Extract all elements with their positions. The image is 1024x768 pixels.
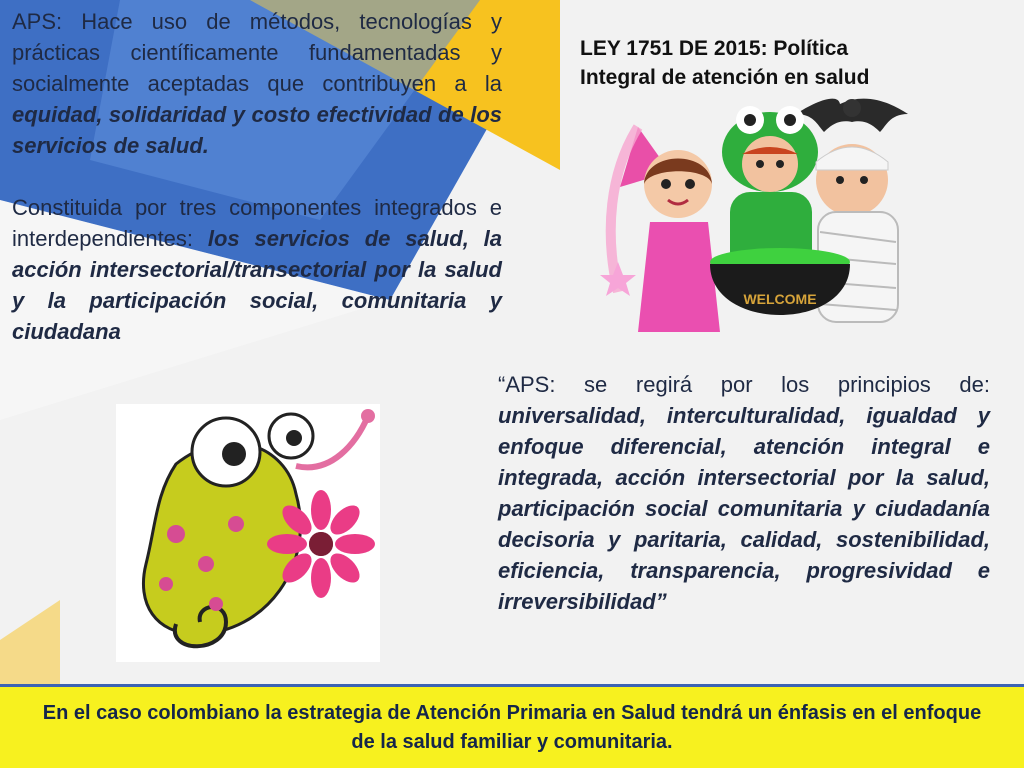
aps-components-emphasis: los servicios de salud, la acción intersectorial/transectorial por la salud y la participación social, comunitaria y ciudadana (12, 226, 503, 344)
princess-figure (638, 150, 720, 332)
law-heading (580, 34, 960, 92)
footer-text: En el caso colombiano la estrategia de Atención Primaria en Salud tendrá un énfasis en el enfoque de la salud familiar y comunitaria. (42, 702, 982, 753)
aps-definition-text: APS: Hace uso de métodos, tecnologías y prácticas científicamente fundamentadas y socialmente aceptadas que contribuyen a la (12, 9, 502, 96)
aps-principles-quote (498, 369, 990, 617)
chameleon-illustration (116, 404, 380, 662)
footer-banner (0, 684, 1024, 768)
aps-definition (12, 6, 502, 161)
aps-principles-list: universalidad, interculturalidad, igualdad y enfoque diferencial, atención integral e integrada, acción intersectorial por la salud, participación social comunitaria y ciudadanía decisoria y paritaria, calidad, sostenibilidad, eficiencia, transparencia, progresividad e irreversibilidad” (498, 403, 990, 614)
frog-costume-figure (722, 106, 818, 272)
cauldron-label: WELCOME (743, 291, 817, 307)
law-heading-line1: LEY 1751 DE 2015: Política (580, 37, 849, 60)
law-heading-line2: Integral de atención en salud (580, 66, 870, 89)
bat-icon (796, 99, 908, 132)
aps-principles-intro: “APS: se regirá por los principios de: (498, 372, 990, 397)
aps-components (12, 192, 502, 347)
aps-definition-emphasis: equidad, solidaridad y costo efectividad de los servicios de salud. (12, 102, 502, 158)
costumed-kids-illustration (590, 92, 962, 352)
aps-components-text: Constituida por tres componentes integrados e interdependientes: (12, 195, 502, 251)
